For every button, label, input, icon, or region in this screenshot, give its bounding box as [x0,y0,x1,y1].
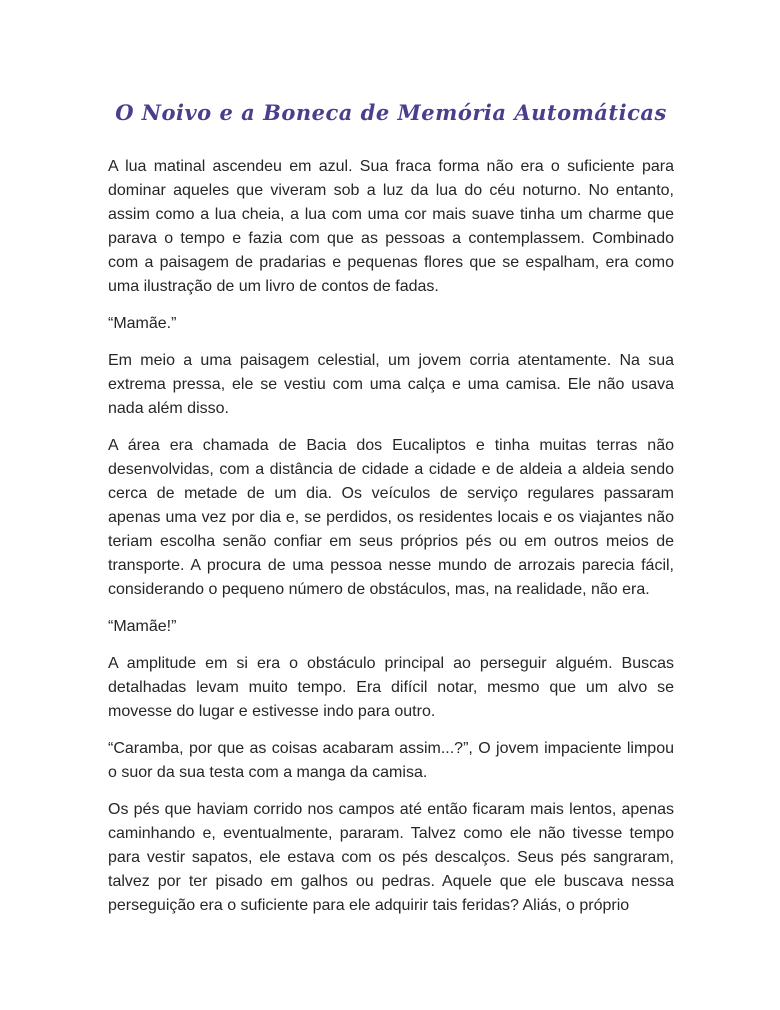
paragraph-dialogue-narration: “Caramba, por que as coisas acabaram assim...?”, O jovem impaciente limpou o suor da sua testa com a manga da camisa. [108,740,674,781]
dialogue-line-1: “Mamãe.” [108,315,177,332]
paragraph-narration-1: A lua matinal ascendeu em azul. Sua fraca forma não era o suficiente para dominar aqueles que viveram sob a luz da lua do céu noturno. No entanto, assim como a lua cheia, a lua com uma cor mais suave tinha um charme que parava o tempo e fazia com que as pessoas a contemplassem. Combinado com a paisagem de pradarias e pequenas flores que se espalham, era como uma ilustração de um livro de contos de fadas. [108,158,674,295]
page-title: O Noivo e a Boneca de Memória Automáticas [115,100,667,125]
paragraph-narration-2: Em meio a uma paisagem celestial, um jovem corria atentamente. Na sua extrema pressa, ele se vestiu com uma calça e uma camisa. Ele não usava nada além disso. [108,352,674,417]
dialogue-line-2: “Mamãe!” [108,618,177,635]
paragraph-narration-3: A área era chamada de Bacia dos Eucaliptos e tinha muitas terras não desenvolvidas, com a distância de cidade a cidade e de aldeia a aldeia sendo cerca de metade de um dia. Os veículos de serviço regulares passaram apenas uma vez por dia e, se perdidos, os residentes locais e os viajantes não teriam escolha senão confiar em seus próprios pés ou em outros meios de transporte. A procura de uma pessoa nesse mundo de arrozais parecia fácil, considerando o pequeno número de obstáculos, mas, na realidade, não era. [108,437,674,598]
document-body [108,155,674,918]
paragraph-narration-4: A amplitude em si era o obstáculo principal ao perseguir alguém. Buscas detalhadas levam muito tempo. Era difícil notar, mesmo que um alvo se movesse do lugar e estivesse indo para outro. [108,655,674,720]
paragraph-narration-5: Os pés que haviam corrido nos campos até então ficaram mais lentos, apenas caminhando e, eventualmente, pararam. Talvez como ele não tivesse tempo para vestir sapatos, ele estava com os pés descalços. Seus pés sangraram, talvez por ter pisado em galhos ou pedras. Aquele que ele buscava nessa perseguição era o suficiente para ele adquirir tais feridas? Aliás, o próprio [108,801,674,914]
